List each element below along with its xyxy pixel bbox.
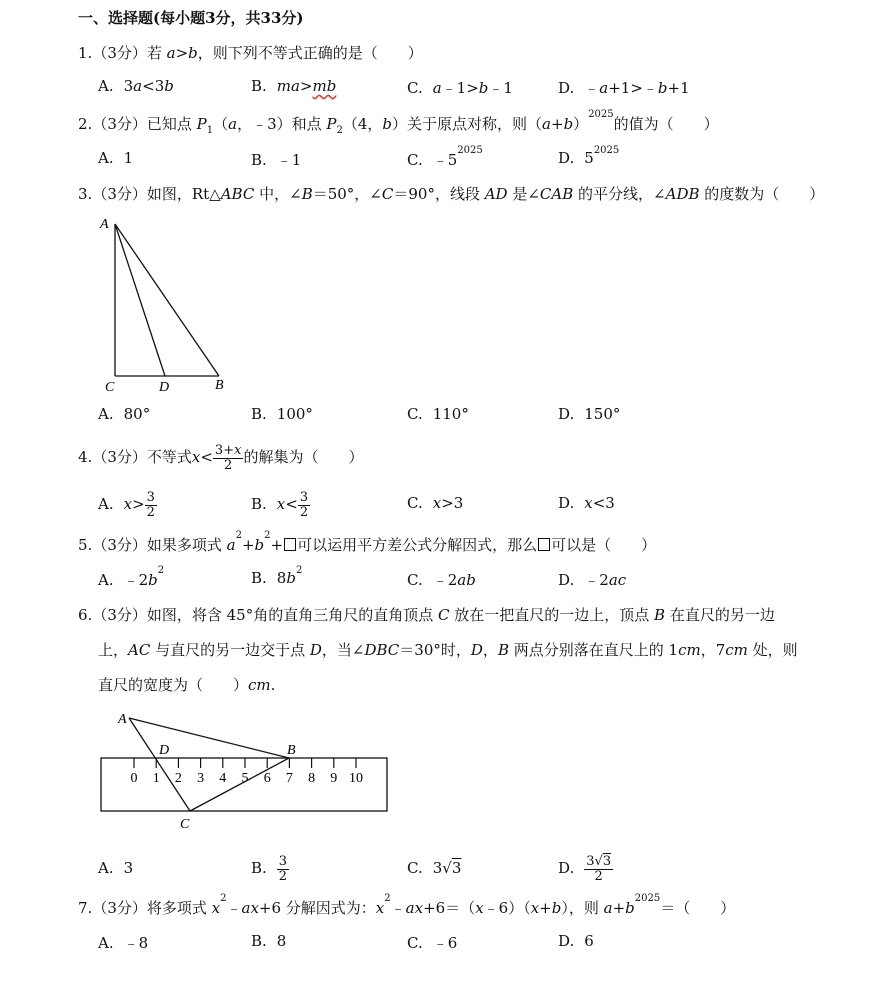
ruler-tick-label: 7 — [285, 771, 293, 786]
question-6-option-a[interactable]: A. 3 — [98, 859, 134, 877]
question-3-option-a[interactable]: A. 80° — [98, 405, 151, 423]
question-6-option-d[interactable]: D. $\frac{3√3}{2}$ — [558, 853, 612, 884]
question-1-stem: 1.（3分）若 a>b，则下列不等式正确的是（ ） — [78, 44, 423, 62]
question-5-option-b[interactable]: B. $8b^2$ — [251, 565, 303, 587]
label-d: D — [159, 743, 170, 758]
label-c: C — [180, 817, 190, 832]
blank-box — [538, 538, 550, 551]
segment-ab — [129, 718, 289, 758]
question-3-option-d[interactable]: D. 150° — [558, 405, 621, 423]
question-5-option-a[interactable]: A. $﹣2b^2$ — [98, 565, 165, 589]
label-b: B — [287, 743, 296, 758]
question-1-option-d[interactable]: D. ﹣a+1>﹣b+1 — [558, 79, 690, 97]
question-2-stem: 2.（3分）已知点 $P_1(a$，﹣3）和点 $P_2(4$，b）关于原点对称，则$(a+b)^{2025}$的值为（ ） — [78, 109, 719, 136]
question-7-option-c[interactable]: C. ﹣6 — [407, 934, 458, 952]
fraction-3-plus-x-over-2: $\frac{3+x}{2}$ — [214, 442, 242, 473]
ruler-tick-label: 5 — [241, 771, 249, 786]
question-4-option-a[interactable]: A. x> $\frac{3}{2}$ — [98, 489, 155, 520]
question-3-option-c[interactable]: C. 110° — [407, 405, 469, 423]
question-4-option-b[interactable]: B. x< $\frac{3}{2}$ — [251, 489, 309, 520]
question-7-option-d[interactable]: D. 6 — [558, 932, 594, 950]
question-7-option-a[interactable]: A. ﹣8 — [98, 934, 149, 952]
ruler-ticks — [131, 758, 364, 786]
question-5-option-c[interactable]: C. ﹣2ab — [407, 571, 476, 589]
label-c: C — [105, 380, 115, 395]
question-6-option-b[interactable]: B. $\frac{3}{2}$ — [251, 853, 288, 884]
question-4-stem: 4.（3分）不等式x< $\frac{3+x}{2}$ 的解集为（ ） — [78, 442, 364, 473]
label-a: A — [100, 217, 109, 232]
question-5-option-d[interactable]: D. ﹣2ac — [558, 571, 627, 589]
ruler-tick-label: 6 — [263, 771, 271, 786]
ruler-tick-label: 3 — [197, 771, 205, 786]
segment-ab — [115, 224, 219, 376]
label-d: D — [159, 380, 170, 395]
question-6-stem-line-3: 直尺的宽度为（ ）cm. — [98, 676, 276, 694]
question-1-option-c[interactable]: C. a﹣1>b﹣1 — [407, 79, 513, 97]
ruler-tick-label: 10 — [349, 771, 363, 786]
segment-cb — [190, 758, 289, 811]
blank-box — [284, 538, 296, 551]
question-6-stem-line-1: 6.（3分）如图，将含 45°角的直角三角尺的直角顶点 C 放在一把直尺的一边上，顶点 B 在直尺的另一边 — [78, 606, 775, 624]
question-2-option-c[interactable]: C. $﹣5^{2025}$ — [407, 145, 483, 169]
question-4-option-d[interactable]: D. x<3 — [558, 494, 615, 512]
ruler-tick-label: 4 — [219, 771, 227, 786]
ruler-tick-label: 2 — [174, 771, 182, 786]
question-1-option-a[interactable]: A. 3a<3b — [98, 77, 174, 95]
question-7-stem: 7.（3分）将多项式 $x^2﹣ax+6$ 分解因式为：$x^2﹣ax+6=(x﹣6)(x+b)$，则 $a+b^{2025}=$（ ） — [78, 893, 736, 917]
segment-ad — [115, 224, 165, 376]
question-5-stem: 5.（3分）如果多项式 $a^2+b^2+$ 可以运用平方差公式分解因式，那么 可以是（ ） — [78, 530, 657, 554]
ruler-tick-label: 0 — [130, 771, 138, 786]
triangle-figure-q3 — [95, 210, 245, 400]
question-3-option-b[interactable]: B. 100° — [251, 405, 313, 423]
segment-ac — [129, 718, 190, 811]
question-3-stem: 3.（3分）如图，Rt△ABC 中，∠B＝50°，∠C＝90°，线段 AD 是∠CAB 的平分线，∠ADB 的度数为（ ） — [78, 185, 825, 203]
question-6-option-c[interactable]: C. 3√3 — [407, 859, 462, 877]
question-2-option-a[interactable]: A. 1 — [98, 149, 134, 167]
ruler-tick-label: 1 — [152, 771, 160, 786]
question-4-option-c[interactable]: C. x>3 — [407, 494, 464, 512]
question-2-option-d[interactable]: D. $5^{2025}$ — [558, 145, 620, 167]
label-b: B — [215, 378, 224, 393]
ruler-triangle-figure-q6 — [95, 708, 395, 836]
question-7-option-b[interactable]: B. 8 — [251, 932, 287, 950]
question-6-stem-line-2: 上，AC 与直尺的另一边交于点 D，当∠DBC＝30°时，D，B 两点分别落在直尺上的 1cm，7cm 处，则 — [98, 641, 798, 659]
section-title: 一、选择题(每小题3分，共33分) — [78, 9, 304, 27]
ruler-tick-label: 9 — [330, 771, 338, 786]
label-a: A — [118, 712, 127, 727]
question-1-option-b[interactable]: B. ma>mb — [251, 77, 337, 95]
question-2-option-b[interactable]: B. ﹣1 — [251, 151, 302, 169]
ruler-tick-label: 8 — [308, 771, 316, 786]
